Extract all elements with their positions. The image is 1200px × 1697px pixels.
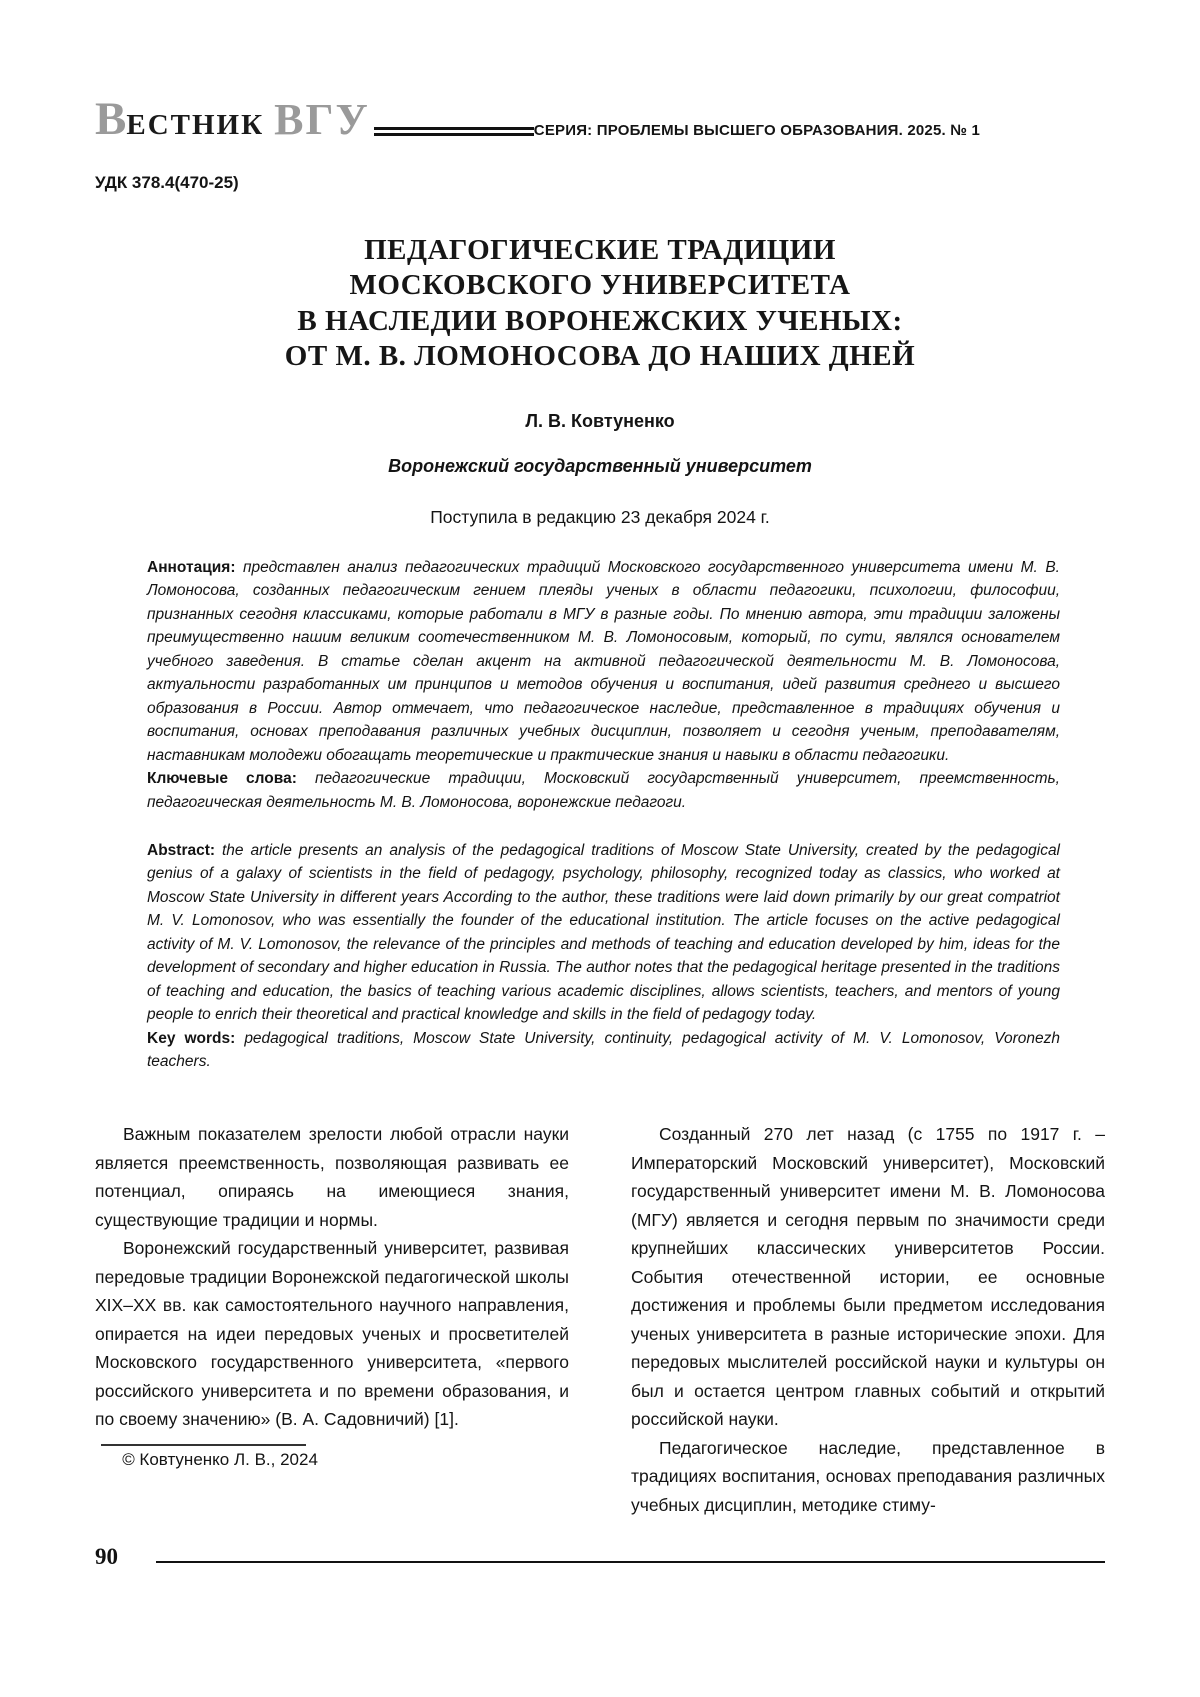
- author-affiliation: Воронежский государственный университет: [388, 455, 812, 476]
- body-paragraph: Педагогическое наследие, представленное в традициях воспитания, основах преподавания различных учебных дисциплин, методике стиму-: [631, 1437, 1105, 1515]
- udc-code: УДК 378.4(470-25): [95, 173, 239, 192]
- article-title-line: ПЕДАГОГИЧЕСКИЕ ТРАДИЦИИ: [364, 234, 836, 266]
- received-date: Поступила в редакцию 23 декабря 2024 г.: [430, 506, 770, 527]
- annotation-ru-text: представлен анализ педагогических традиций Московского государственного университета имени М. В. Ломоносова, созданных педагогическим гением плеяды ученых в области педагогики, психологии, философии, признанных сегодня классиками, которые работали в МГУ в разные годы. По мнению автора, эти традиции заложены преимущественно нашим великим соотечественником М. В. Ломоносовым, который, по сути, являлся основателем учебного заведения. В статье сделан акцент на активной педагогической деятельности М. В. Ломоносова, актуальности разработанных им принципов и методов обучения и воспитания, идей развития среднего и высшего образования в России. Автор отмечает, что педагогическое наследие, представленное в традициях обучения и воспитания, основах преподавания различных учебных дисциплин, позволяет и сегодня ученым, преподавателям, наставникам молодежи обогащать теоретические и практические знания и навыки в области педагогики.: [147, 558, 1060, 764]
- footer-rule: [156, 1561, 1105, 1563]
- body-columns: [95, 1120, 1105, 1519]
- page-footer: [95, 1544, 1105, 1570]
- logo-org: ВГУ: [274, 95, 370, 144]
- right-column: [631, 1120, 1105, 1519]
- logo-rest: ЕСТНИК: [126, 109, 265, 141]
- author-name: Л. В. Ковтуненко: [525, 410, 675, 431]
- logo-initial: В: [95, 93, 127, 145]
- journal-logo: [95, 93, 370, 145]
- keywords-ru-text: педагогические традиции, Московский государственный университет, преемственность, педагогическая деятельность М. В. Ломоносова, воронежские педагоги.: [147, 770, 1060, 811]
- footnote: [95, 1444, 569, 1474]
- keywords-en-label: Key words:: [147, 1029, 236, 1047]
- page-content: [95, 0, 1105, 1519]
- annotation-ru-label: Аннотация:: [147, 558, 236, 576]
- article-title-line: В НАСЛЕДИИ ВОРОНЕЖСКИХ УЧЕНЫХ:: [297, 304, 903, 337]
- keywords-ru: [147, 767, 1060, 814]
- body-paragraph: Важным показателем зрелости любой отрасли науки является преемственность, позволяющая развивать ее потенциал, опираясь на имеющиеся знания, существующие традиции и нормы.: [95, 1123, 569, 1230]
- series-title: СЕРИЯ: ПРОБЛЕМЫ ВЫСШЕГО ОБРАЗОВАНИЯ. 2025. № 1: [533, 122, 981, 139]
- journal-header: [95, 93, 1105, 145]
- keywords-en-text: pedagogical traditions, Moscow State University, continuity, pedagogical activity of M. V. Lomonosov, Voronezh teachers.: [147, 1029, 1060, 1071]
- keywords-ru-label: Ключевые слова:: [147, 770, 297, 788]
- article-title-line: МОСКОВСКОГО УНИВЕРСИТЕТА: [349, 269, 851, 302]
- abstract-en-text: the article presents an analysis of the pedagogical traditions of Moscow State University, created by the pedagogical genius of a galaxy of scientists in the field of pedagogy, psychology, philosophy, recognized today as classics, who worked at Moscow State University in different years According to the author, these traditions were laid down primarily by our great compatriot M. V. Lomonosov, who was essentially the founder of the educational institution. The article focuses on the active pedagogical activity of M. V. Lomonosov, the relevance of the principles and methods of teaching and education developed by him, ideas for the development of secondary and higher education in Russia. The author notes that the pedagogical heritage presented in the traditions of teaching and education, the basics of teaching various academic disciplines, allows scientists, teachers, and mentors of young people to enrich their theoretical and practical knowledge and skills in the field of pedagogy today.: [147, 841, 1061, 1024]
- article-title-line: ОТ М. В. ЛОМОНОСОВА ДО НАШИХ ДНЕЙ: [284, 340, 916, 373]
- body-paragraph: Созданный 270 лет назад (с 1755 по 1917 г. – Императорский Московский университет), Московский государственный университет имени М. В. Ломоносова (МГУ) является и сегодня первым по значимости среди крупнейших классических университетов России. События отечественной истории, ее основные достижения и проблемы были предметом исследования ученых университета в разные исторические эпохи. Для передовых мыслителей российской науки и культуры он был и остается центром главных событий и открытий российской науки.: [631, 1123, 1105, 1430]
- annotation-ru: [147, 556, 1060, 768]
- abstract-en: [147, 839, 1060, 1027]
- body-paragraph: Воронежский государственный университет, развивая передовые традиции Воронежской педагогической школы XIX–XX вв. как самостоятельного научного направления, опирается на идеи передовых ученых и просветителей Московского государственного университета, «первого российского университета и по времени образования, и по своему значению» (В. А. Садовничий) [1].: [95, 1238, 569, 1430]
- left-column: [95, 1120, 569, 1519]
- copyright-note: © Ковтуненко Л. В., 2024: [122, 1449, 318, 1469]
- article-title: [95, 233, 1105, 375]
- keywords-en: [147, 1027, 1060, 1074]
- header-double-rule: [374, 127, 534, 136]
- abstract-en-label: Abstract:: [147, 841, 216, 859]
- abstracts-block: [147, 556, 1060, 1074]
- page-number: 90: [95, 1544, 118, 1569]
